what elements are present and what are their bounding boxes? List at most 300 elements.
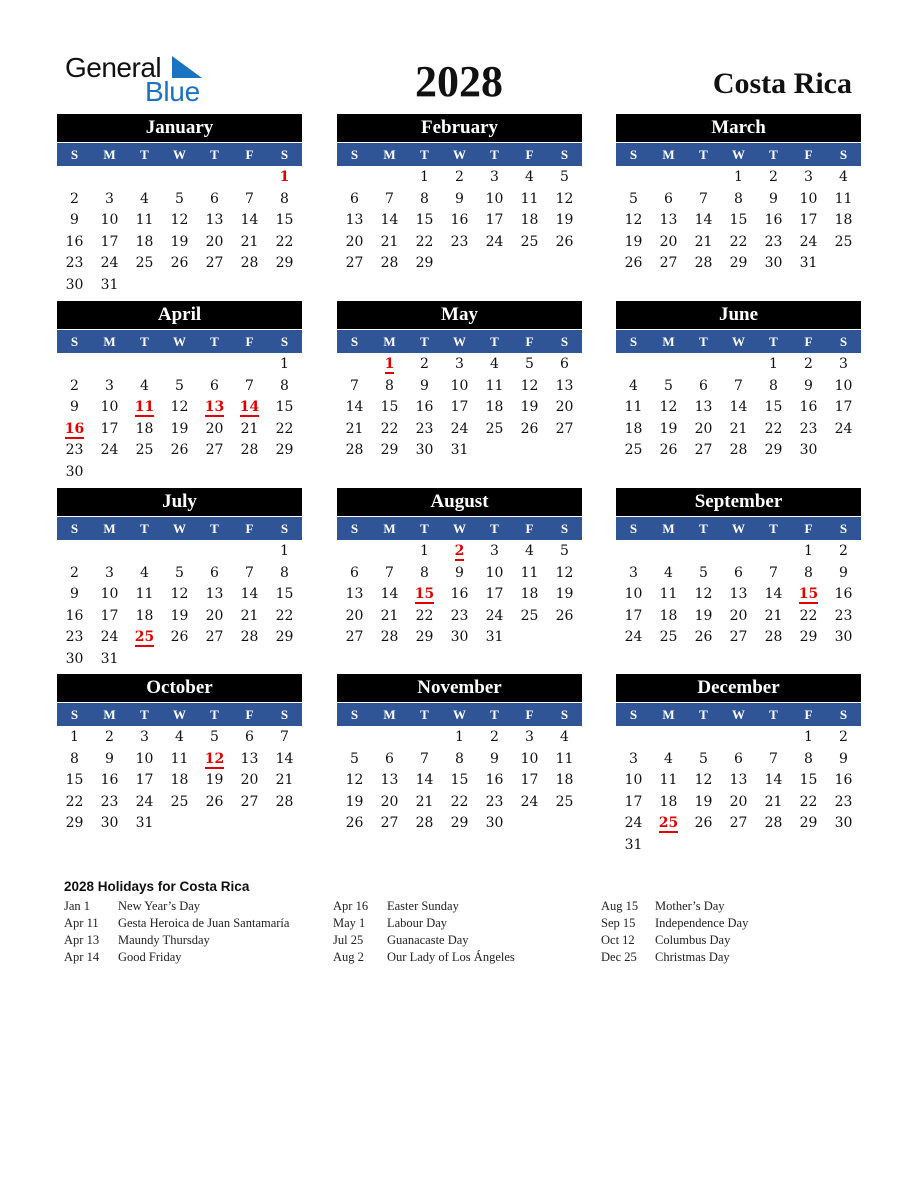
day: 11 — [170, 750, 189, 767]
empty-cell — [651, 726, 686, 748]
day: 28 — [729, 442, 748, 459]
day: 1 — [420, 169, 429, 185]
day: 7 — [280, 729, 289, 745]
day: 29 — [275, 629, 294, 646]
day: 3 — [525, 729, 534, 745]
weekday-label: W — [173, 147, 186, 162]
day: 1 — [734, 169, 743, 185]
empty-cell — [197, 353, 232, 375]
day: 18 — [520, 212, 539, 229]
day: 1 — [420, 543, 429, 559]
weekday-label: T — [490, 334, 499, 349]
day: 25 — [135, 255, 154, 272]
day-grid — [337, 540, 582, 648]
empty-cell — [127, 166, 162, 188]
day: 9 — [490, 750, 499, 767]
holiday-day: 2 — [454, 543, 465, 559]
day: 9 — [70, 212, 79, 229]
day: 8 — [420, 190, 429, 207]
weekday-label: S — [350, 707, 359, 722]
weekday-label: F — [525, 521, 534, 536]
day: 2 — [70, 564, 79, 581]
day: 10 — [450, 377, 469, 394]
day: 1 — [280, 543, 289, 559]
empty-cell — [756, 726, 791, 748]
day: 12 — [659, 399, 678, 416]
day: 6 — [734, 750, 743, 767]
day: 24 — [450, 420, 469, 437]
weekday-header — [57, 703, 302, 726]
month-title: August — [337, 488, 582, 516]
day: 24 — [485, 607, 504, 624]
day: 30 — [65, 463, 84, 480]
day: 25 — [834, 233, 853, 250]
holiday-row — [601, 949, 748, 966]
day: 16 — [415, 399, 434, 416]
empty-cell — [651, 166, 686, 188]
day: 11 — [659, 772, 678, 789]
holiday-name: Our Lady of Los Ángeles — [387, 950, 515, 964]
day: 2 — [105, 729, 114, 745]
day: 27 — [659, 255, 678, 272]
day: 15 — [415, 212, 434, 229]
day: 3 — [490, 169, 499, 185]
empty-cell — [651, 353, 686, 375]
month-title: January — [57, 114, 302, 142]
day: 22 — [380, 420, 399, 437]
weekday-label: W — [732, 707, 745, 722]
day: 6 — [210, 377, 219, 394]
day: 30 — [415, 442, 434, 459]
weekday-label: S — [629, 521, 638, 536]
day: 29 — [799, 815, 818, 832]
holidays-title: 2028 Holidays for Costa Rica — [64, 879, 250, 894]
day: 6 — [385, 750, 394, 767]
day: 1 — [455, 729, 464, 745]
weekday-label: M — [383, 521, 396, 536]
day: 25 — [520, 233, 539, 250]
day: 7 — [699, 190, 708, 207]
weekday-label: W — [453, 147, 466, 162]
weekday-label: T — [699, 334, 708, 349]
day: 28 — [415, 815, 434, 832]
weekday-label: W — [453, 707, 466, 722]
day: 26 — [345, 815, 364, 832]
day: 4 — [664, 564, 673, 581]
weekday-label: S — [70, 334, 79, 349]
day: 5 — [350, 750, 359, 767]
day: 22 — [415, 233, 434, 250]
day: 10 — [135, 750, 154, 767]
holiday-date: Aug 15 — [601, 899, 639, 913]
day: 14 — [694, 212, 713, 229]
day: 22 — [415, 607, 434, 624]
day: 18 — [555, 772, 574, 789]
day: 23 — [100, 793, 119, 810]
weekday-label: F — [804, 521, 813, 536]
day: 26 — [659, 442, 678, 459]
day: 6 — [350, 564, 359, 581]
weekday-label: M — [103, 521, 116, 536]
day: 20 — [729, 607, 748, 624]
day: 5 — [210, 729, 219, 745]
day: 21 — [764, 607, 783, 624]
day: 13 — [729, 772, 748, 789]
empty-cell — [616, 353, 651, 375]
day: 10 — [834, 377, 853, 394]
day: 3 — [629, 564, 638, 581]
day: 21 — [240, 420, 259, 437]
day: 15 — [275, 212, 294, 229]
day: 21 — [240, 607, 259, 624]
day-grid — [57, 166, 302, 296]
day: 26 — [170, 442, 189, 459]
day: 27 — [345, 629, 364, 646]
day: 8 — [70, 750, 79, 767]
day: 1 — [70, 729, 79, 745]
day-grid — [57, 540, 302, 670]
day: 30 — [65, 650, 84, 667]
day: 3 — [455, 356, 464, 372]
month-title: September — [616, 488, 861, 516]
weekday-label: T — [769, 334, 778, 349]
day: 17 — [485, 212, 504, 229]
day: 9 — [70, 586, 79, 603]
holiday-date: Apr 11 — [64, 916, 99, 930]
empty-cell — [57, 540, 92, 562]
day: 20 — [659, 233, 678, 250]
day: 3 — [629, 750, 638, 767]
weekday-label: T — [769, 521, 778, 536]
day: 16 — [764, 212, 783, 229]
empty-cell — [686, 726, 721, 748]
day: 18 — [485, 399, 504, 416]
day: 28 — [345, 442, 364, 459]
day: 5 — [699, 750, 708, 767]
day: 7 — [769, 750, 778, 767]
day: 20 — [205, 420, 224, 437]
day: 11 — [520, 564, 539, 581]
day: 29 — [764, 442, 783, 459]
day: 7 — [385, 564, 394, 581]
day: 8 — [280, 564, 289, 581]
weekday-label: S — [280, 334, 289, 349]
month-title: April — [57, 301, 302, 329]
empty-cell — [337, 353, 372, 375]
day: 25 — [170, 793, 189, 810]
day: 21 — [240, 233, 259, 250]
day: 28 — [240, 629, 259, 646]
empty-cell — [232, 540, 267, 562]
day: 14 — [764, 586, 783, 603]
day: 31 — [624, 836, 643, 853]
day: 4 — [140, 377, 149, 394]
day: 8 — [280, 190, 289, 207]
empty-cell — [337, 540, 372, 562]
day: 16 — [485, 772, 504, 789]
month-august — [337, 488, 582, 648]
day: 23 — [65, 629, 84, 646]
day: 1 — [804, 543, 813, 559]
day: 12 — [170, 212, 189, 229]
day: 2 — [455, 169, 464, 185]
day: 22 — [729, 233, 748, 250]
day: 16 — [100, 772, 119, 789]
day: 1 — [769, 356, 778, 372]
day: 6 — [210, 190, 219, 207]
day: 25 — [135, 442, 154, 459]
day: 18 — [135, 607, 154, 624]
day: 4 — [560, 729, 569, 745]
day: 20 — [729, 793, 748, 810]
holiday-day: 14 — [239, 399, 260, 416]
day: 5 — [699, 564, 708, 581]
day: 24 — [624, 815, 643, 832]
day: 5 — [175, 190, 184, 207]
day: 30 — [764, 255, 783, 272]
empty-cell — [57, 353, 92, 375]
weekday-label: S — [350, 521, 359, 536]
day-grid — [616, 726, 861, 856]
holiday-name: Guanacaste Day — [387, 933, 469, 947]
weekday-header — [337, 703, 582, 726]
holiday-row — [333, 898, 515, 915]
day: 25 — [520, 607, 539, 624]
weekday-header — [57, 330, 302, 353]
day: 3 — [804, 169, 813, 185]
day: 16 — [834, 586, 853, 603]
day: 15 — [450, 772, 469, 789]
weekday-label: T — [140, 707, 149, 722]
weekday-label: S — [280, 521, 289, 536]
day: 17 — [485, 586, 504, 603]
empty-cell — [92, 540, 127, 562]
weekday-label: T — [490, 521, 499, 536]
day: 5 — [560, 169, 569, 185]
day: 23 — [415, 420, 434, 437]
day: 11 — [135, 586, 154, 603]
empty-cell — [407, 726, 442, 748]
empty-cell — [92, 166, 127, 188]
day: 31 — [799, 255, 818, 272]
day: 30 — [65, 276, 84, 293]
empty-cell — [127, 353, 162, 375]
holiday-date: Jan 1 — [64, 899, 91, 913]
day: 18 — [520, 586, 539, 603]
weekday-label: S — [70, 707, 79, 722]
day: 12 — [624, 212, 643, 229]
empty-cell — [616, 726, 651, 748]
day: 12 — [694, 772, 713, 789]
month-june — [616, 301, 861, 461]
day: 9 — [455, 190, 464, 207]
holiday-date: Sep 15 — [601, 916, 636, 930]
day: 31 — [485, 629, 504, 646]
day: 20 — [205, 233, 224, 250]
day: 17 — [100, 420, 119, 437]
day: 15 — [380, 399, 399, 416]
day: 11 — [520, 190, 539, 207]
day: 7 — [350, 377, 359, 394]
weekday-label: M — [383, 707, 396, 722]
day: 16 — [834, 772, 853, 789]
day: 26 — [520, 420, 539, 437]
day: 11 — [555, 750, 574, 767]
day: 19 — [170, 607, 189, 624]
holidays-column — [601, 898, 748, 966]
weekday-label: S — [629, 334, 638, 349]
day: 26 — [555, 233, 574, 250]
day: 29 — [380, 442, 399, 459]
day: 2 — [70, 190, 79, 207]
weekday-label: T — [420, 521, 429, 536]
day-grid — [337, 166, 582, 274]
day: 12 — [555, 564, 574, 581]
weekday-label: T — [420, 707, 429, 722]
day: 25 — [659, 629, 678, 646]
holiday-date: Aug 2 — [333, 950, 364, 964]
month-title: November — [337, 674, 582, 702]
weekday-label: W — [173, 707, 186, 722]
day: 5 — [175, 377, 184, 394]
holiday-day: 1 — [384, 356, 395, 372]
month-september — [616, 488, 861, 648]
day: 28 — [764, 815, 783, 832]
day: 16 — [450, 586, 469, 603]
weekday-label: S — [629, 707, 638, 722]
weekday-label: T — [210, 147, 219, 162]
weekday-header — [337, 143, 582, 166]
month-july — [57, 488, 302, 670]
day: 11 — [834, 190, 853, 207]
page-title-year: 2028 — [415, 57, 503, 106]
weekday-label: T — [210, 707, 219, 722]
day: 4 — [629, 377, 638, 394]
day: 14 — [380, 212, 399, 229]
day-grid — [616, 353, 861, 461]
weekday-label: S — [839, 707, 848, 722]
day: 18 — [135, 420, 154, 437]
holiday-day: 16 — [64, 420, 85, 437]
day: 19 — [345, 793, 364, 810]
weekday-label: F — [245, 707, 254, 722]
weekday-label: F — [245, 334, 254, 349]
holiday-name: Maundy Thursday — [118, 933, 210, 947]
holiday-day: 15 — [414, 586, 435, 603]
day: 23 — [834, 793, 853, 810]
empty-cell — [197, 540, 232, 562]
day: 17 — [624, 607, 643, 624]
month-november — [337, 674, 582, 834]
day: 21 — [729, 420, 748, 437]
day: 12 — [170, 586, 189, 603]
day: 30 — [834, 629, 853, 646]
day: 6 — [350, 190, 359, 207]
day: 14 — [415, 772, 434, 789]
day: 22 — [799, 793, 818, 810]
day: 31 — [100, 276, 119, 293]
weekday-label: W — [173, 521, 186, 536]
day: 11 — [624, 399, 643, 416]
day: 12 — [555, 190, 574, 207]
day: 18 — [135, 233, 154, 250]
empty-cell — [616, 166, 651, 188]
day: 24 — [834, 420, 853, 437]
day: 10 — [485, 564, 504, 581]
weekday-label: S — [350, 334, 359, 349]
day: 11 — [135, 212, 154, 229]
day: 3 — [105, 564, 114, 581]
day: 30 — [485, 815, 504, 832]
empty-cell — [127, 540, 162, 562]
day: 2 — [420, 356, 429, 372]
day: 23 — [764, 233, 783, 250]
day: 13 — [555, 377, 574, 394]
holidays-list — [64, 879, 864, 964]
day: 14 — [240, 212, 259, 229]
day: 2 — [769, 169, 778, 185]
country-name: Costa Rica — [712, 67, 852, 100]
holidays-column — [333, 898, 515, 966]
holiday-row — [333, 932, 515, 949]
day: 3 — [839, 356, 848, 372]
day: 19 — [659, 420, 678, 437]
weekday-label: T — [140, 521, 149, 536]
month-title: December — [616, 674, 861, 702]
weekday-label: S — [629, 147, 638, 162]
day: 19 — [170, 420, 189, 437]
day: 27 — [555, 420, 574, 437]
holiday-row — [64, 898, 289, 915]
holiday-name: Independence Day — [655, 916, 749, 930]
day: 1 — [804, 729, 813, 745]
day-grid — [616, 540, 861, 648]
day: 29 — [415, 255, 434, 272]
day: 27 — [729, 815, 748, 832]
day: 4 — [664, 750, 673, 767]
day: 16 — [450, 212, 469, 229]
weekday-header — [616, 517, 861, 540]
weekday-label: M — [383, 147, 396, 162]
holiday-row — [64, 949, 289, 966]
month-title: June — [616, 301, 861, 329]
weekday-label: S — [70, 521, 79, 536]
day: 10 — [100, 212, 119, 229]
day: 6 — [245, 729, 254, 745]
day: 27 — [380, 815, 399, 832]
weekday-label: W — [732, 334, 745, 349]
day: 25 — [485, 420, 504, 437]
weekday-label: M — [383, 334, 396, 349]
day: 8 — [420, 564, 429, 581]
empty-cell — [721, 353, 756, 375]
day: 18 — [834, 212, 853, 229]
day: 4 — [490, 356, 499, 372]
weekday-label: T — [140, 147, 149, 162]
day: 29 — [799, 629, 818, 646]
day: 23 — [450, 607, 469, 624]
day: 2 — [804, 356, 813, 372]
weekday-label: T — [210, 334, 219, 349]
day: 29 — [450, 815, 469, 832]
day: 17 — [100, 233, 119, 250]
day: 12 — [345, 772, 364, 789]
month-title: February — [337, 114, 582, 142]
weekday-label: T — [420, 334, 429, 349]
day: 26 — [170, 629, 189, 646]
day: 27 — [205, 442, 224, 459]
day: 19 — [555, 212, 574, 229]
